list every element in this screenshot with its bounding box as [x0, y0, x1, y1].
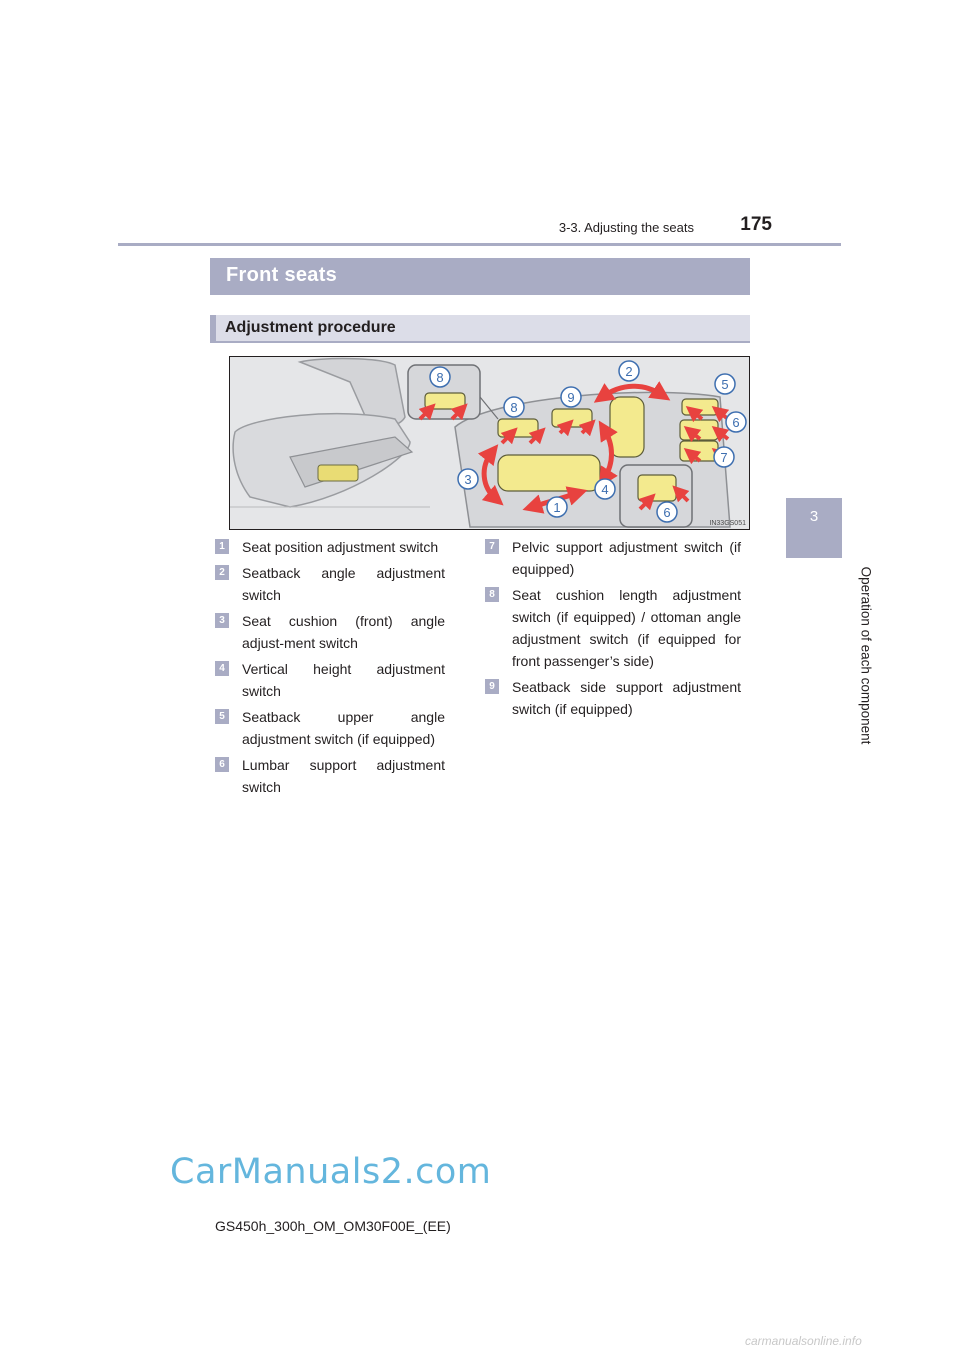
cushion-length-switch: [498, 419, 538, 437]
legend-text: Seat cushion (front) angle adjust-ment switch: [242, 613, 445, 651]
header-rule: [118, 243, 841, 246]
callout-label: 4: [601, 482, 609, 497]
upper-angle-switch: [682, 399, 718, 415]
callout-label: 1: [553, 500, 561, 515]
legend-number: 3: [215, 613, 229, 628]
seat-switch-drawing: [230, 357, 750, 530]
legend-item: [215, 610, 445, 654]
callout-label: 2: [625, 364, 633, 379]
chapter-tab[interactable]: [786, 498, 842, 558]
legend-number: 7: [485, 539, 499, 554]
legend-number: 2: [215, 565, 229, 580]
callout-label: 9: [567, 390, 575, 405]
section-title: Front seats: [210, 258, 750, 295]
legend-item: [485, 676, 741, 720]
legend-number: 9: [485, 679, 499, 694]
legend-text: Lumbar support adjustment switch: [242, 757, 445, 795]
legend-text: Vertical height adjustment switch: [242, 661, 445, 699]
legend-number: 4: [215, 661, 229, 676]
seat-switch-illustration: [229, 356, 750, 530]
inset-cushion-length: [408, 365, 498, 419]
callout-label: 6: [732, 415, 740, 430]
legend-item: [215, 536, 445, 558]
legend-number: 6: [215, 757, 229, 772]
callout-label: 5: [721, 377, 729, 392]
figure-code: IN33GS051: [709, 520, 746, 527]
callout-label: 7: [720, 450, 728, 465]
seat-position-switch: [498, 455, 600, 491]
legend-item: [215, 562, 445, 606]
legend-number: 5: [215, 709, 229, 724]
page-number: 175: [740, 214, 772, 235]
callout-label: 8: [510, 400, 518, 415]
legend-right: [485, 536, 741, 724]
chapter-number: 3: [809, 508, 819, 525]
document-code: GS450h_300h_OM_OM30F00E_(EE): [215, 1218, 451, 1234]
legend-text: Seat cushion length adjustment switch (if equipped) / ottoman angle adjustment switch (if equipped for front passenger’s side): [512, 587, 741, 669]
legend-left: [215, 536, 445, 802]
legend-text: Seatback side support adjustment switch (if equipped): [512, 679, 741, 717]
legend-item: [215, 706, 445, 750]
legend-text: Seatback angle adjustment switch: [242, 565, 445, 603]
legend-item: [485, 536, 741, 580]
legend-number: 1: [215, 539, 229, 554]
legend-number: 8: [485, 587, 499, 602]
running-header: 3-3. Adjusting the seats: [558, 220, 694, 235]
seatback-angle-switch: [610, 397, 644, 457]
chapter-title: Operation of each component: [858, 566, 874, 745]
footer-site[interactable]: carmanualsonline.info: [745, 1334, 862, 1348]
legend-text: Seat position adjustment switch: [242, 539, 439, 555]
legend-item: [215, 754, 445, 798]
legend-item: [215, 658, 445, 702]
callout-label: 3: [464, 472, 472, 487]
legend-text: Seatback upper angle adjustment switch (if equipped): [242, 709, 445, 747]
legend-item: [485, 584, 741, 672]
callout-label: 6: [663, 505, 671, 520]
side-support-switch: [552, 409, 592, 427]
seat-drawing: [230, 359, 430, 507]
watermark-logo[interactable]: CarManuals2.com: [170, 1152, 492, 1192]
legend-text: Pelvic support adjustment switch (if equipped): [512, 539, 741, 577]
callout-label: 8: [436, 370, 444, 385]
subsection-title: Adjustment procedure: [210, 315, 750, 343]
